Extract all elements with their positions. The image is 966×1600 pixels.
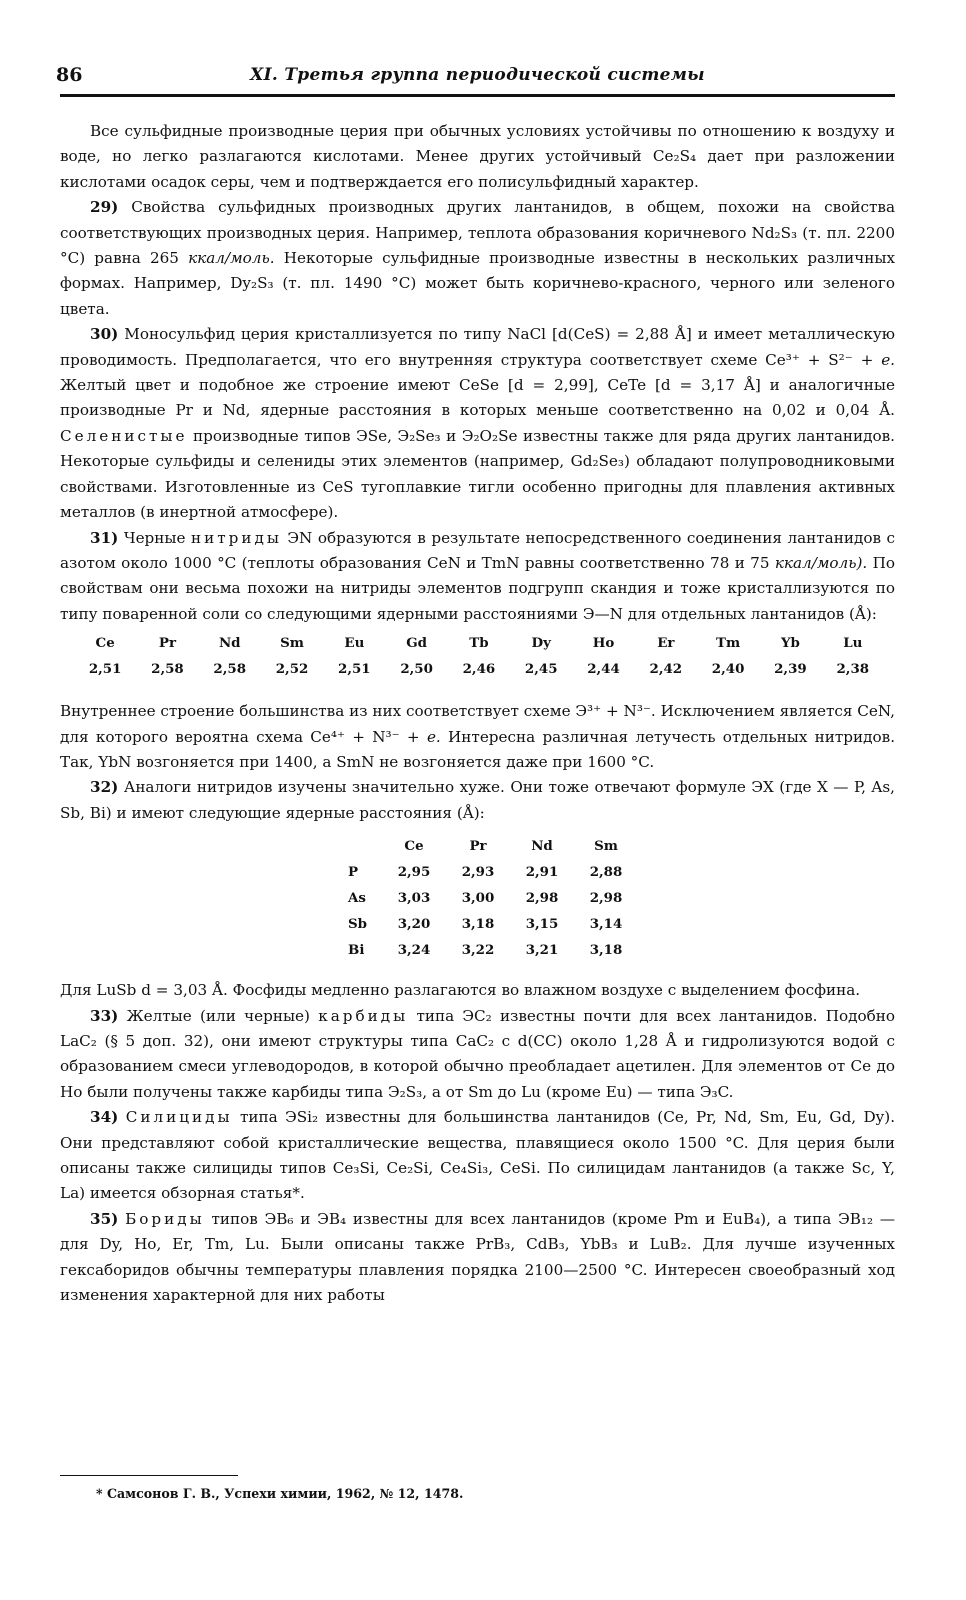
note-number: 33): [90, 1006, 119, 1025]
table-cell: Nd: [218, 635, 241, 652]
row-label: Bi: [348, 942, 365, 959]
note-number: 34): [90, 1108, 119, 1127]
table-cell: 2,46: [462, 661, 496, 678]
table-header-row: [348, 834, 638, 860]
table-cell: 3,18: [589, 942, 623, 959]
table-cell: 2,98: [589, 890, 623, 907]
table-cell: Lu: [843, 635, 863, 652]
table-cell: 3,22: [461, 942, 495, 959]
paragraph-29: 29) Свойства сульфидных производных других лантанидов, в общем, похожи на свойства соответствующих производных церия. Например, теплота образования коричневого Nd₂S₃ (т. пл. 2200 °C) равна 265 ккал/моль. Некоторые сульфидные производные известны в нескольких различных формах. Например, Dy₂S₃ (т. пл. 1490 °C) может быть коричнево-красного, черного или зеленого цвета.: [60, 198, 896, 318]
pnictide-distance-table: [348, 834, 638, 964]
paragraph-35: 35) Бориды типов ЭB₆ и ЭB₄ известны для всех лантанидов (кроме Pm и EuB₄), а типа ЭB₁₂ — для Dy, Ho, Er, Tm, Lu. Были описаны также PrB₃, CdB₃, YbB₃ и LuB₂. Для лучше изученных гексаборидов обычны температуры плавления порядка 2100—2500 °C. Интересен своеобразный ход изменения характерной для них работы: [60, 1209, 896, 1305]
table-row: [348, 886, 638, 912]
note-number: 35): [90, 1209, 119, 1228]
table-cell: 2,50: [400, 661, 433, 678]
table-row: [74, 657, 884, 683]
paragraph-31-continued: Внутреннее строение большинства из них соответствует схеме Э³⁺ + N³⁻. Исключением является CeN, для которого вероятна схема Ce⁴⁺ + N³⁻ + e. Интересна различная летучесть отдельных нитридов. Так, YbN возгоняется при 1400, а SmN не возгоняется даже при 1600 °C.: [60, 702, 896, 771]
table-cell: 2,38: [836, 661, 870, 678]
table-cell: 3,18: [461, 916, 495, 933]
table-cell: Tb: [469, 635, 489, 652]
footnote: * Самсонов Г. В., Успехи химии, 1962, № 12, 1478.: [96, 1486, 464, 1501]
page-header: [56, 60, 895, 97]
table-row: [348, 912, 638, 938]
row-label: As: [348, 890, 366, 907]
note-number: 30): [90, 325, 119, 344]
table-cell: 3,20: [397, 916, 431, 933]
table-row: [348, 860, 638, 886]
table-cell: Dy: [531, 635, 551, 652]
table-cell: 2,58: [151, 661, 184, 678]
nitride-distance-table: [74, 631, 884, 683]
table-cell: 3,14: [589, 916, 623, 933]
table-cell: 3,03: [397, 890, 431, 907]
paragraph-intro: Все сульфидные производные церия при обычных условиях устойчивы по отношению к воздуху и воде, но легко разлагаются кислотами. Менее других устойчивый Ce₂S₄ дает при разложении кислотами осадок серы, чем и подтверждается его полисульфидный характер.: [60, 122, 895, 191]
paragraph-33: 33) Желтые (или черные) карбиды типа ЭC₂ известны почти для всех лантанидов. Подобно LaC₂ (§ 5 доп. 32), они имеют структуры типа CaC₂ с d(CC) около 1,28 Å и гидролизуются водой с образованием смеси углеводородов, в которой обычно преобладает ацетилен. Для элементов от Ce до Ho были получены также карбиды типа Э₂S₃, а от Sm до Lu (кроме Eu) — типа Э₃C.: [60, 1006, 895, 1101]
table-cell: 2,88: [589, 864, 623, 881]
table-cell: 3,15: [525, 916, 559, 933]
page-number: 86: [56, 64, 83, 86]
table-cell: Sm: [594, 838, 618, 855]
row-label: Sb: [348, 916, 368, 933]
table-cell: 3,24: [397, 942, 431, 959]
table-cell: 2,44: [587, 661, 620, 678]
table-cell: 2,58: [213, 661, 247, 678]
paragraph-32: 32) Аналоги нитридов изучены значительно хуже. Они тоже отвечают формуле ЭХ (где X — P, As, Sb, Bi) и имеют следующие ядерные расстояния (Å):: [60, 778, 895, 822]
table-cell: 2,95: [397, 864, 431, 881]
table-header-row: [74, 631, 884, 657]
row-label: P: [348, 864, 359, 881]
table-cell: 3,00: [461, 890, 495, 907]
table-row: [348, 938, 638, 964]
table-cell: 2,39: [774, 661, 807, 678]
book-page: [56, 60, 896, 1501]
paragraph-31: 31) Черные нитриды ЭN образуются в результате непосредственного соединения лантанидов с азотом около 1000 °C (теплоты образования CeN и TmN равны соответственно 78 и 75 ккал/моль). По свойствам они весьма похожи на нитриды элементов подгрупп скандия и тоже кристаллизуются по типу поваренной соли со следующими ядерными расстояниями Э—N для отдельных лантанидов (Å):: [60, 528, 896, 623]
table-cell: Ho: [592, 635, 615, 652]
table-cell: 2,51: [88, 661, 122, 678]
table-cell: 2,40: [711, 661, 745, 678]
table-cell: Ce: [404, 838, 424, 855]
table-cell: 2,91: [525, 864, 559, 881]
table-cell: Nd: [531, 838, 553, 855]
table-cell: 2,52: [275, 661, 309, 678]
table-cell: Pr: [469, 838, 487, 855]
table-cell: 2,45: [524, 661, 558, 678]
paragraph-34: 34) Силициды типа ЭSi₂ известны для большинства лантанидов (Ce, Pr, Nd, Sm, Eu, Gd, Dy). Они представляют собой кристаллические вещества, плавящиеся около 1500 °C. Для церия были описаны также силициды типов Ce₃Si, Ce₂Si, Ce₄Si₃, CeSi. По силицидам лантанидов (а также Sc, Y, La) имеется обзорная статья*.: [60, 1108, 896, 1203]
table-cell: 3,21: [525, 942, 559, 959]
table-cell: 2,98: [525, 890, 559, 907]
table-cell: Er: [657, 635, 675, 652]
table-cell: Eu: [344, 635, 365, 652]
paragraph-32-continued: Для LuSb d = 3,03 Å. Фосфиды медленно разлагаются во влажном воздухе с выделением фосфина.: [60, 981, 861, 1000]
table-cell: Sm: [280, 635, 304, 652]
table-cell: Pr: [158, 635, 176, 652]
table-cell: 2,42: [649, 661, 683, 678]
note-number: 29): [90, 198, 119, 217]
table-cell: Ce: [95, 635, 115, 652]
footnote-rule: [60, 1475, 238, 1476]
table-cell: Gd: [406, 635, 428, 652]
paragraph-30: 30) Моносульфид церия кристаллизуется по типу NaCl [d(CeS) = 2,88 Å] и имеет металлическую проводимость. Предполагается, что его внутренняя структура соответствует схеме Ce³⁺ + S²⁻ + e. Желтый цвет и подобное же строение имеют CeSe [d = 2,99], CeTe [d = 3,17 Å] и аналогичные производные Pr и Nd, ядерные расстояния в которых меньше соответственно на 0,02 и 0,04 Å. Селенистые производные типов ЭSe, Э₂Se₃ и Э₂O₂Se известны также для ряда других лантанидов. Некоторые сульфиды и селениды этих элементов (например, Gd₂Se₃) обладают полупроводниковыми свойствами. Изготовленные из CeS тугоплавкие тигли особенно пригодны для плавления активных металлов (в инертной атмосфере).: [60, 325, 896, 522]
running-title: XI. Третья группа периодической системы: [250, 65, 705, 85]
page-body: [60, 119, 895, 1308]
table-cell: 2,93: [461, 864, 495, 881]
note-number: 32): [90, 778, 119, 797]
note-number: 31): [90, 528, 119, 547]
table-cell: 2,51: [338, 661, 371, 678]
table-cell: Yb: [780, 635, 800, 652]
table-cell: Tm: [716, 635, 741, 652]
